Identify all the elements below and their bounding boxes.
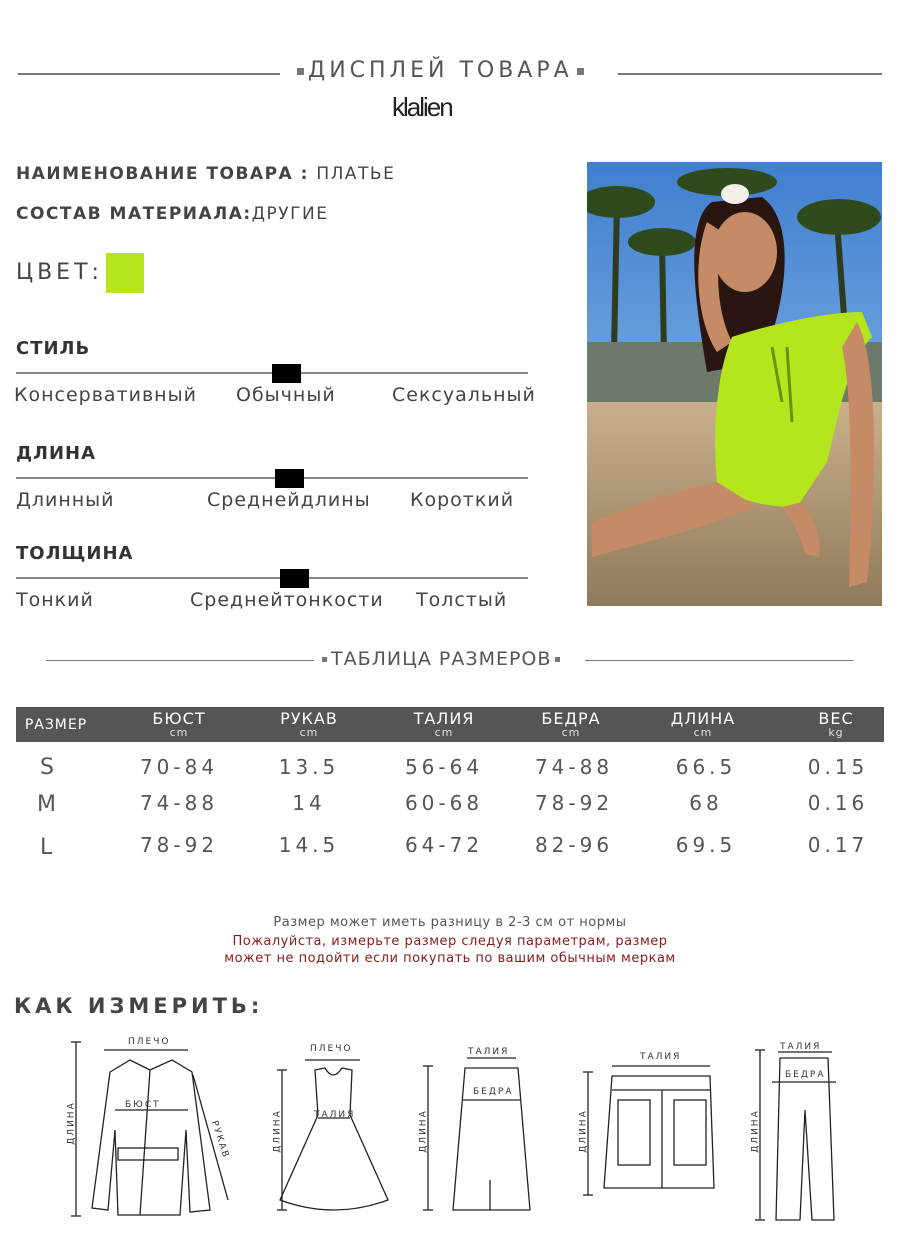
size-note: Размер может иметь разницу в 2-3 см от нормы <box>273 915 627 930</box>
color-swatch <box>106 253 144 293</box>
scale-option: Толстый <box>416 589 508 611</box>
skirt-length-label: ДЛИНА <box>418 1109 429 1153</box>
header-title: ДИСПЛЕЙ ТОВАРА <box>293 58 588 83</box>
table-cell: 70-84 <box>139 755 219 779</box>
scale-option: Обычный <box>236 384 336 406</box>
size-cell: L <box>40 835 53 860</box>
scale-marker <box>280 569 309 588</box>
scale-option: Тонкий <box>16 589 94 611</box>
scale-option: Короткий <box>410 489 515 511</box>
header-bust: БЮСТ cm <box>152 709 206 739</box>
table-cell: 66.5 <box>675 755 737 779</box>
scale-line <box>16 477 528 479</box>
table-title-right-line <box>585 660 853 661</box>
scale-title: СТИЛЬ <box>16 338 91 359</box>
dress-shoulder-label: ПЛЕЧО <box>310 1044 353 1054</box>
table-cell: 14.5 <box>278 833 340 857</box>
scale-title: ТОЛЩИНА <box>16 543 134 564</box>
skirt-hips-label: БЕДРА <box>473 1087 514 1097</box>
shorts-waist-label: ТАЛИЯ <box>640 1052 682 1062</box>
header-size: РАЗМЕР <box>24 717 88 733</box>
table-cell: 56-64 <box>404 755 484 779</box>
measurement-diagrams <box>0 1030 900 1254</box>
header-right-line <box>618 73 882 75</box>
scale-option: Среднейтонкости <box>190 589 384 611</box>
shorts-length-label: ДЛИНА <box>578 1109 589 1153</box>
skirt-waist-label: ТАЛИЯ <box>468 1047 510 1057</box>
jacket-shoulder-label: ПЛЕЧО <box>128 1037 171 1047</box>
table-cell: 78-92 <box>139 833 219 857</box>
scale-option: Длинный <box>16 489 115 511</box>
jacket-bust-label: БЮСТ <box>125 1100 161 1110</box>
pants-waist-label: ТАЛИЯ <box>780 1042 822 1052</box>
table-cell: 82-96 <box>534 833 614 857</box>
square-bullet-icon <box>577 68 584 75</box>
size-table-title: ТАБЛИЦА РАЗМЕРОВ <box>318 648 564 670</box>
table-cell: 0.16 <box>807 791 869 815</box>
scale-marker <box>272 364 301 383</box>
jacket-length-label: ДЛИНА <box>66 1101 77 1145</box>
header-sleeve: РУКАВ cm <box>280 709 338 739</box>
header-length: ДЛИНА cm <box>670 709 736 739</box>
table-cell: 60-68 <box>404 791 484 815</box>
measure-warning: Пожалуйста, измерьте размер следуя параметрам, размер <box>232 934 668 949</box>
scale-option: Среднейдлины <box>207 489 371 511</box>
table-cell: 14 <box>292 791 326 815</box>
square-bullet-icon <box>555 657 560 662</box>
table-cell: 0.15 <box>807 755 869 779</box>
scale-option: Сексуальный <box>392 384 536 406</box>
dress-length-label: ДЛИНА <box>272 1109 283 1153</box>
table-cell: 69.5 <box>675 833 737 857</box>
header-hips: БЕДРА cm <box>541 709 601 739</box>
measure-warning: может не подойти если покупать по вашим обычным меркам <box>224 951 676 966</box>
pants-hips-label: БЕДРА <box>785 1070 826 1080</box>
square-bullet-icon <box>297 68 304 75</box>
table-cell: 64-72 <box>404 833 484 857</box>
table-cell: 68 <box>689 791 723 815</box>
table-cell: 0.17 <box>807 833 869 857</box>
product-name-row: НАИМЕНОВАНИЕ ТОВАРА : ПЛАТЬЕ <box>16 164 396 184</box>
scale-line <box>16 577 528 579</box>
how-to-measure-title: КАК ИЗМЕРИТЬ: <box>14 994 264 1018</box>
brand-logo: klalien <box>392 92 452 122</box>
header-waist: ТАЛИЯ cm <box>413 709 475 739</box>
dress-waist-label: ТАЛИЯ <box>314 1110 356 1120</box>
table-cell: 78-92 <box>534 791 614 815</box>
scale-title: ДЛИНА <box>16 443 97 464</box>
square-bullet-icon <box>322 657 327 662</box>
header-weight: ВЕС kg <box>818 709 854 739</box>
scale-option: Консервативный <box>14 384 197 406</box>
material-row: СОСТАВ МАТЕРИАЛА:ДРУГИЕ <box>16 204 329 224</box>
header-left-line <box>18 73 280 75</box>
product-photo <box>587 162 882 606</box>
table-cell: 74-88 <box>534 755 614 779</box>
size-cell: M <box>37 792 56 817</box>
table-cell: 13.5 <box>278 755 340 779</box>
table-title-left-line <box>46 660 314 661</box>
model-in-dress-image <box>587 162 882 606</box>
size-cell: S <box>40 755 54 780</box>
jacket-sleeve-label: РУКАВ <box>208 1119 231 1161</box>
pants-length-label: ДЛИНА <box>750 1109 761 1153</box>
table-cell: 74-88 <box>139 791 219 815</box>
scale-marker <box>275 469 304 488</box>
color-label: ЦВЕТ: <box>16 260 103 285</box>
